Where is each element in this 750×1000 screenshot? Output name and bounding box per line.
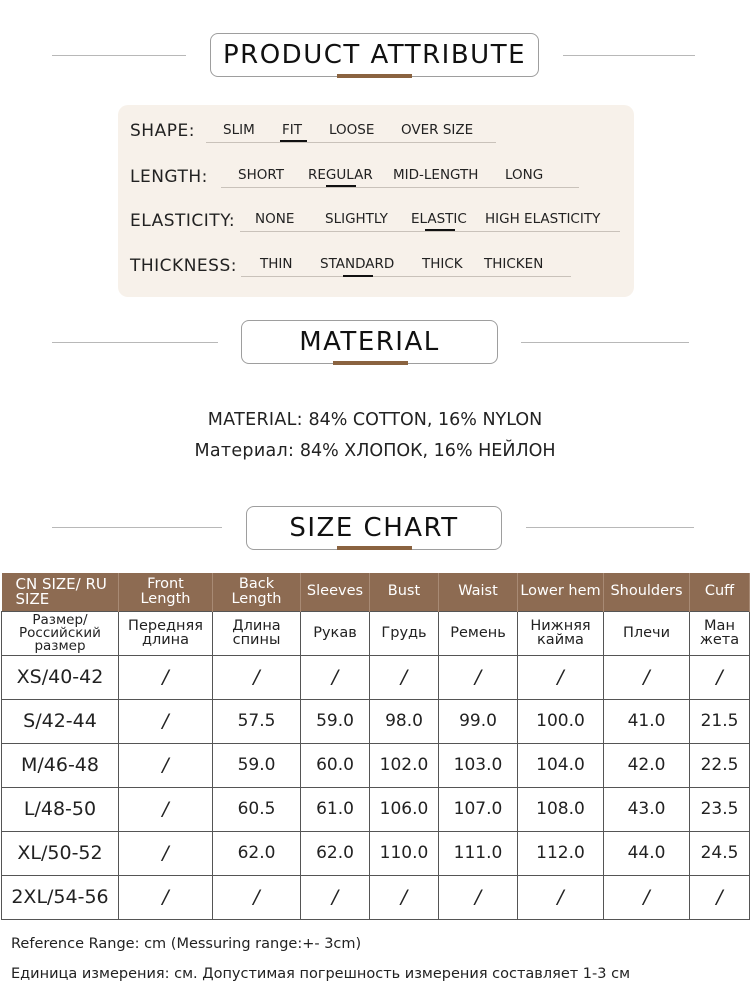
attr-option-selected: REGULAR xyxy=(308,167,373,183)
size-row xyxy=(2,787,750,831)
selected-marker xyxy=(425,229,455,231)
section-title-size-chart: SIZE CHART xyxy=(246,506,502,550)
measurement-cell: 21.5 xyxy=(690,699,750,743)
size-chart-table xyxy=(1,573,750,920)
measurement-cell: / xyxy=(213,875,301,919)
measurement-cell: / xyxy=(301,875,370,919)
measurement-cell: / xyxy=(119,875,213,919)
title-underline xyxy=(337,74,412,78)
material-ru-label: Материал: xyxy=(194,441,295,461)
measurement-cell: 60.0 xyxy=(301,743,370,787)
measurement-cell: / xyxy=(119,743,213,787)
material-en xyxy=(0,410,750,430)
title-underline xyxy=(337,546,412,550)
attr-option: THICK xyxy=(422,256,463,272)
size-label-cell: XL/50-52 xyxy=(2,831,119,875)
ru-header-cell: Рукав xyxy=(301,611,370,655)
attr-option: SLIGHTLY xyxy=(325,211,388,227)
header-cell: Front Length xyxy=(119,573,213,611)
measurement-cell: 102.0 xyxy=(370,743,439,787)
size-row xyxy=(2,875,750,919)
attr-option: SHORT xyxy=(238,167,284,183)
ru-header-cell: Плечи xyxy=(604,611,690,655)
attr-label-thickness: THICKNESS: xyxy=(130,256,237,276)
attr-label-elasticity: ELASTICITY: xyxy=(130,211,236,231)
attr-option: NONE xyxy=(255,211,295,227)
measurement-cell: 23.5 xyxy=(690,787,750,831)
measurement-cell: / xyxy=(604,875,690,919)
attr-option: HIGH ELASTICITY xyxy=(485,211,601,227)
measurement-cell: 44.0 xyxy=(604,831,690,875)
header-cell: CN SIZE/ RU SIZE xyxy=(2,573,119,611)
attr-option-selected: STANDARD xyxy=(320,256,395,272)
attr-option-selected: FIT xyxy=(282,122,302,138)
header-row-en xyxy=(2,573,750,611)
size-rows xyxy=(2,655,750,919)
attr-option: THIN xyxy=(260,256,293,272)
material-ru xyxy=(0,441,750,461)
measurement-cell: 22.5 xyxy=(690,743,750,787)
divider-left xyxy=(52,55,186,56)
material-en-label: MATERIAL: xyxy=(207,410,303,430)
divider-left xyxy=(52,527,222,528)
attr-label-shape: SHAPE: xyxy=(130,121,195,141)
measurement-cell: / xyxy=(439,875,518,919)
measurement-cell: 112.0 xyxy=(518,831,604,875)
divider-right xyxy=(521,342,689,343)
measurement-cell: 106.0 xyxy=(370,787,439,831)
measurement-cell: 98.0 xyxy=(370,699,439,743)
header-cell: Shoulders xyxy=(604,573,690,611)
section-title-material: MATERIAL xyxy=(241,320,498,364)
selected-marker xyxy=(280,140,307,142)
size-label-cell: L/48-50 xyxy=(2,787,119,831)
header-cell: Sleeves xyxy=(301,573,370,611)
divider-right xyxy=(563,55,695,56)
attr-label-length: LENGTH: xyxy=(130,167,208,187)
measurement-cell: 110.0 xyxy=(370,831,439,875)
measurement-cell: 107.0 xyxy=(439,787,518,831)
size-row xyxy=(2,655,750,699)
ru-header-cell: Нижняя кайма xyxy=(518,611,604,655)
measurement-cell: 99.0 xyxy=(439,699,518,743)
selected-marker xyxy=(343,275,373,277)
material-en-value: 84% COTTON, 16% NYLON xyxy=(308,410,543,430)
attr-option: LOOSE xyxy=(329,122,375,138)
measurement-cell: 59.0 xyxy=(213,743,301,787)
measurement-cell: 60.5 xyxy=(213,787,301,831)
attr-line xyxy=(221,187,579,188)
measurement-cell: / xyxy=(301,655,370,699)
attr-line xyxy=(241,276,571,277)
material-ru-value: 84% ХЛОПОК, 16% НЕЙЛОН xyxy=(299,441,556,461)
measurement-cell: 43.0 xyxy=(604,787,690,831)
header-cell: Cuff xyxy=(690,573,750,611)
measurement-cell: / xyxy=(119,831,213,875)
measurement-cell: 41.0 xyxy=(604,699,690,743)
measurement-cell: / xyxy=(690,655,750,699)
attr-option: SLIM xyxy=(223,122,255,138)
header-cell: Back Length xyxy=(213,573,301,611)
ru-header-cell: Ремень xyxy=(439,611,518,655)
measurement-cell: / xyxy=(518,655,604,699)
size-label-cell: S/42-44 xyxy=(2,699,119,743)
measurement-cell: 100.0 xyxy=(518,699,604,743)
measurement-cell: / xyxy=(213,655,301,699)
header-row-ru xyxy=(2,611,750,655)
reference-range-ru: Единица измерения: см. Допустимая погрешность измерения составляет 1-3 см xyxy=(11,966,631,982)
attr-line xyxy=(206,142,496,143)
measurement-cell: / xyxy=(370,655,439,699)
measurement-cell: 24.5 xyxy=(690,831,750,875)
reference-range-en: Reference Range: cm (Messuring range:+- 3cm) xyxy=(11,936,362,952)
measurement-cell: 59.0 xyxy=(301,699,370,743)
measurement-cell: / xyxy=(119,787,213,831)
size-label-cell: XS/40-42 xyxy=(2,655,119,699)
measurement-cell: 103.0 xyxy=(439,743,518,787)
size-row xyxy=(2,699,750,743)
size-row xyxy=(2,743,750,787)
ru-header-cell: Передняя длина xyxy=(119,611,213,655)
measurement-cell: / xyxy=(119,699,213,743)
divider-right xyxy=(526,527,694,528)
size-row xyxy=(2,831,750,875)
header-cell: Bust xyxy=(370,573,439,611)
measurement-cell: 104.0 xyxy=(518,743,604,787)
selected-marker xyxy=(326,185,356,187)
attr-option: THICKEN xyxy=(484,256,544,272)
section-title-attribute: PRODUCT ATTRIBUTE xyxy=(210,33,539,77)
measurement-cell: / xyxy=(604,655,690,699)
title-underline xyxy=(333,361,408,365)
ru-header-cell: Размер/ Российский размер xyxy=(2,611,119,655)
attr-line xyxy=(240,231,620,232)
measurement-cell: 61.0 xyxy=(301,787,370,831)
measurement-cell: 42.0 xyxy=(604,743,690,787)
measurement-cell: / xyxy=(119,655,213,699)
measurement-cell: 111.0 xyxy=(439,831,518,875)
attribute-panel xyxy=(118,105,634,297)
measurement-cell: 62.0 xyxy=(213,831,301,875)
attr-option-selected: ELASTIC xyxy=(411,211,467,227)
divider-left xyxy=(52,342,218,343)
header-cell: Waist xyxy=(439,573,518,611)
attr-option: LONG xyxy=(505,167,544,183)
ru-header-cell: Ман жета xyxy=(690,611,750,655)
measurement-cell: 62.0 xyxy=(301,831,370,875)
measurement-cell: / xyxy=(439,655,518,699)
attr-option: OVER SIZE xyxy=(401,122,474,138)
measurement-cell: 57.5 xyxy=(213,699,301,743)
ru-header-cell: Грудь xyxy=(370,611,439,655)
header-cell: Lower hem xyxy=(518,573,604,611)
measurement-cell: / xyxy=(690,875,750,919)
attr-option: MID-LENGTH xyxy=(393,167,479,183)
size-label-cell: M/46-48 xyxy=(2,743,119,787)
measurement-cell: / xyxy=(518,875,604,919)
size-label-cell: 2XL/54-56 xyxy=(2,875,119,919)
measurement-cell: 108.0 xyxy=(518,787,604,831)
measurement-cell: / xyxy=(370,875,439,919)
ru-header-cell: Длина спины xyxy=(213,611,301,655)
